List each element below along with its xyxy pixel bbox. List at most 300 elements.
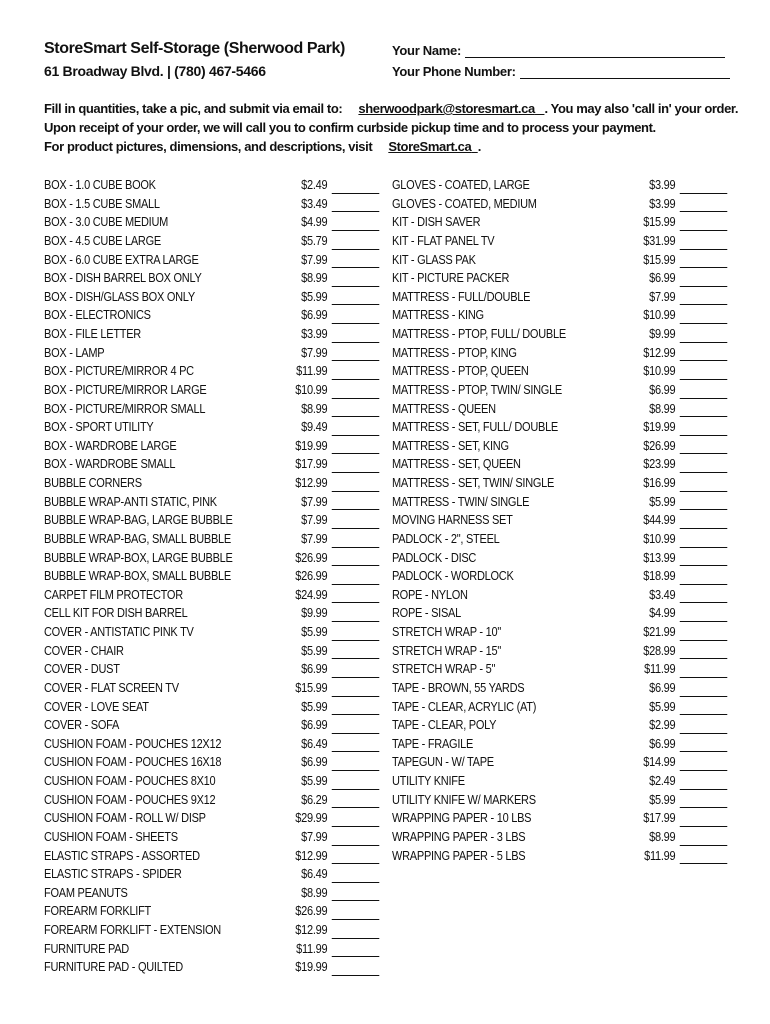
product-name: KIT - PICTURE PACKER (392, 271, 510, 286)
product-price: $16.99 (643, 476, 676, 490)
quantity-blank[interactable] (332, 472, 380, 473)
product-name: MATTRESS - PTOP, TWIN/ SINGLE (392, 382, 563, 397)
product-name: WRAPPING PAPER - 3 LBS (392, 829, 526, 844)
quantity-blank[interactable] (332, 863, 380, 864)
product-name: CUSHION FOAM - ROLL W/ DISP (44, 811, 206, 826)
product-name: BOX - 4.5 CUBE LARGE (44, 233, 161, 248)
quantity-blank[interactable] (332, 230, 380, 231)
product-row (392, 530, 726, 549)
product-price: $2.49 (649, 774, 676, 788)
company-title: StoreSmart Self-Storage (Sherwood Park) (44, 40, 345, 57)
product-name: BOX - WARDROBE SMALL (44, 457, 176, 472)
quantity-blank[interactable] (680, 863, 728, 864)
quantity-blank[interactable] (332, 845, 380, 846)
quantity-blank[interactable] (332, 435, 380, 436)
product-price: $6.99 (649, 680, 676, 695)
product-price: $26.99 (295, 904, 328, 919)
product-name: BUBBLE WRAP-BAG, SMALL BUBBLE (44, 531, 231, 546)
product-row (44, 753, 378, 772)
product-row (392, 195, 726, 214)
product-name: MATTRESS - PTOP, KING (392, 345, 517, 360)
product-row (392, 567, 726, 586)
quantity-blank[interactable] (680, 509, 728, 510)
product-name: MATTRESS - KING (392, 308, 484, 323)
product-price: $11.99 (296, 364, 328, 379)
product-price: $18.99 (643, 569, 676, 584)
product-name: PADLOCK - DISC (392, 550, 477, 565)
left-product-list (44, 176, 424, 977)
product-price: $11.99 (296, 941, 328, 956)
product-row (44, 176, 378, 195)
product-price: $3.99 (649, 196, 676, 211)
quantity-blank[interactable] (332, 621, 380, 622)
product-name: CARPET FILM PROTECTOR (44, 587, 183, 602)
product-price: $8.99 (301, 271, 328, 286)
product-row (44, 232, 378, 251)
product-name: FURNITURE PAD (44, 941, 129, 956)
product-name: BOX - ELECTRONICS (44, 308, 151, 323)
product-name: BOX - DISH/GLASS BOX ONLY (44, 289, 195, 304)
product-price: $6.99 (649, 271, 676, 286)
product-name: ROPE - SISAL (392, 606, 461, 621)
product-price: $2.99 (649, 718, 676, 733)
quantity-blank[interactable] (332, 807, 380, 808)
product-price: $7.99 (301, 252, 328, 267)
product-name: FOREARM FORKLIFT (44, 904, 152, 919)
quantity-blank[interactable] (332, 267, 380, 268)
quantity-blank[interactable] (332, 882, 380, 883)
product-name: COVER - SOFA (44, 718, 120, 733)
company-address: 61 Broadway Blvd. | (780) 467-5466 (44, 63, 266, 79)
product-price: $5.99 (649, 494, 676, 509)
product-row (392, 176, 726, 195)
product-price: $5.99 (301, 289, 328, 304)
product-name: BOX - LAMP (44, 345, 105, 360)
product-name: PADLOCK - 2", STEEL (392, 531, 500, 546)
product-price: $7.99 (301, 531, 328, 546)
product-row (44, 511, 378, 530)
quantity-blank[interactable] (332, 304, 380, 305)
quantity-blank[interactable] (680, 342, 728, 343)
product-name: BOX - PICTURE/MIRROR SMALL (44, 401, 206, 416)
product-price: $12.99 (295, 923, 328, 937)
product-row (44, 865, 378, 884)
quantity-blank[interactable] (680, 472, 728, 473)
product-row (44, 474, 378, 493)
quantity-blank[interactable] (332, 193, 380, 194)
product-row (44, 940, 378, 959)
product-price: $6.99 (301, 755, 328, 770)
product-row (44, 809, 378, 828)
quantity-blank[interactable] (332, 286, 380, 287)
product-name: ROPE - NYLON (392, 587, 468, 602)
product-row (44, 847, 378, 866)
quantity-blank[interactable] (332, 751, 380, 752)
product-price: $26.99 (295, 569, 328, 584)
product-name: KIT - GLASS PAK (392, 252, 476, 267)
product-row (44, 288, 378, 307)
quantity-blank[interactable] (332, 658, 380, 659)
product-row (44, 884, 378, 903)
product-name: MATTRESS - QUEEN (392, 401, 496, 416)
product-price: $19.99 (295, 960, 328, 975)
product-price: $7.99 (301, 513, 328, 528)
product-row (44, 455, 378, 474)
product-row (44, 791, 378, 810)
product-row (392, 586, 726, 605)
product-row (392, 269, 726, 288)
phone-blank[interactable] (520, 66, 730, 79)
product-row (44, 735, 378, 754)
quantity-blank[interactable] (332, 938, 380, 939)
quantity-blank[interactable] (332, 770, 380, 771)
product-price: $11.99 (644, 848, 676, 863)
product-name: TAPE - CLEAR, ACRYLIC (AT) (392, 699, 537, 714)
product-row (44, 549, 378, 568)
quantity-blank[interactable] (332, 323, 380, 324)
product-name: TAPE - BROWN, 55 YARDS (392, 680, 525, 695)
quantity-blank[interactable] (680, 398, 728, 399)
quantity-blank[interactable] (332, 584, 380, 585)
product-name: FOAM PEANUTS (44, 885, 128, 900)
product-name: STRETCH WRAP - 15" (392, 643, 501, 658)
quantity-blank[interactable] (332, 789, 380, 790)
product-price: $6.99 (649, 736, 676, 751)
quantity-blank[interactable] (680, 286, 728, 287)
product-price: $6.99 (649, 382, 676, 397)
product-price: $3.49 (301, 196, 328, 211)
product-name: COVER - DUST (44, 662, 120, 677)
product-name: MATTRESS - SET, FULL/ DOUBLE (392, 420, 559, 435)
quantity-blank[interactable] (680, 435, 728, 436)
quantity-blank[interactable] (332, 565, 380, 566)
product-row (44, 902, 378, 921)
product-name: MATTRESS - FULL/DOUBLE (392, 289, 531, 304)
quantity-blank[interactable] (680, 640, 728, 641)
product-row (44, 418, 378, 437)
product-price: $26.99 (643, 438, 676, 453)
product-row (44, 400, 378, 419)
product-price: $9.99 (301, 606, 328, 621)
product-price: $10.99 (643, 531, 676, 546)
product-row (44, 623, 378, 642)
product-row (392, 474, 726, 493)
quantity-blank[interactable] (332, 453, 380, 454)
product-price: $11.99 (644, 662, 676, 677)
phone-field[interactable] (392, 64, 730, 79)
product-price: $10.99 (295, 382, 328, 397)
quantity-blank[interactable] (680, 807, 728, 808)
product-price: $5.99 (301, 699, 328, 714)
quantity-blank[interactable] (332, 677, 380, 678)
quantity-blank[interactable] (680, 323, 728, 324)
product-row (44, 586, 378, 605)
quantity-blank[interactable] (332, 733, 380, 734)
product-row (44, 530, 378, 549)
product-name: BUBBLE WRAP-BAG, LARGE BUBBLE (44, 513, 233, 528)
quantity-blank[interactable] (332, 379, 380, 380)
name-label: Your Name: (392, 43, 461, 58)
product-price: $31.99 (643, 233, 676, 248)
product-name: BUBBLE WRAP-BOX, LARGE BUBBLE (44, 550, 233, 565)
product-price: $6.29 (301, 792, 328, 807)
quantity-blank[interactable] (680, 696, 728, 697)
product-row (392, 604, 726, 623)
quantity-blank[interactable] (332, 714, 380, 715)
instruction-suffix: . You may also 'call in' your order. (544, 101, 739, 116)
product-name: BOX - PICTURE/MIRROR LARGE (44, 382, 207, 397)
product-row (44, 567, 378, 586)
product-row (44, 251, 378, 270)
product-name: BUBBLE WRAP-ANTI STATIC, PINK (44, 494, 217, 509)
quantity-blank[interactable] (680, 491, 728, 492)
product-row (392, 772, 726, 791)
quantity-blank[interactable] (332, 547, 380, 548)
website-link[interactable]: StoreSmart.ca (388, 139, 472, 154)
product-row (392, 623, 726, 642)
product-row (392, 809, 726, 828)
quantity-blank[interactable] (332, 211, 380, 212)
product-name: CUSHION FOAM - POUCHES 16X18 (44, 755, 222, 770)
product-price: $4.99 (301, 215, 328, 230)
product-name: BOX - 6.0 CUBE EXTRA LARGE (44, 252, 199, 267)
quantity-blank[interactable] (332, 975, 380, 976)
product-name: CUSHION FOAM - POUCHES 12X12 (44, 736, 222, 751)
product-price: $23.99 (643, 457, 676, 472)
quantity-blank[interactable] (332, 602, 380, 603)
product-row (44, 325, 378, 344)
quantity-blank[interactable] (680, 379, 728, 380)
product-row (392, 698, 726, 717)
product-price: $5.99 (649, 699, 676, 714)
product-price: $10.99 (643, 308, 676, 323)
product-row (392, 642, 726, 661)
product-price: $10.99 (643, 364, 676, 379)
quantity-blank[interactable] (680, 304, 728, 305)
quantity-blank[interactable] (680, 230, 728, 231)
product-row (44, 493, 378, 512)
product-name: BUBBLE CORNERS (44, 476, 142, 490)
quantity-blank[interactable] (680, 677, 728, 678)
quantity-blank[interactable] (332, 249, 380, 250)
right-product-list (392, 176, 770, 865)
product-name: ELASTIC STRAPS - ASSORTED (44, 848, 200, 863)
product-row (44, 958, 378, 977)
product-price: $8.99 (649, 401, 676, 416)
quantity-blank[interactable] (680, 751, 728, 752)
product-row (392, 232, 726, 251)
product-price: $19.99 (295, 438, 328, 453)
product-name: UTILITY KNIFE W/ MARKERS (392, 792, 536, 807)
product-price: $12.99 (295, 476, 328, 490)
product-price: $5.79 (301, 233, 328, 248)
product-price: $6.99 (301, 718, 328, 733)
product-name: MATTRESS - PTOP, FULL/ DOUBLE (392, 327, 566, 341)
quantity-blank[interactable] (332, 528, 380, 529)
product-price: $3.49 (649, 587, 676, 602)
quantity-blank[interactable] (332, 360, 380, 361)
quantity-blank[interactable] (680, 453, 728, 454)
quantity-blank[interactable] (332, 509, 380, 510)
quantity-blank[interactable] (680, 621, 728, 622)
product-name: BOX - DISH BARREL BOX ONLY (44, 271, 202, 286)
product-row (44, 642, 378, 661)
product-price: $6.99 (301, 662, 328, 677)
product-price: $15.99 (295, 680, 328, 695)
product-name: MATTRESS - SET, KING (392, 438, 509, 453)
quantity-blank[interactable] (680, 547, 728, 548)
product-price: $5.99 (301, 643, 328, 658)
product-price: $19.99 (643, 420, 676, 435)
quantity-blank[interactable] (332, 491, 380, 492)
quantity-blank[interactable] (332, 640, 380, 641)
product-name: COVER - CHAIR (44, 643, 124, 658)
product-name: MOVING HARNESS SET (392, 513, 513, 528)
product-price: $5.99 (301, 625, 328, 639)
product-price: $4.99 (649, 606, 676, 621)
instruction-line-3 (44, 139, 481, 154)
instruction-text: Fill in quantities, take a pic, and submit via email to: (44, 101, 343, 116)
quantity-blank[interactable] (680, 211, 728, 212)
product-price: $13.99 (643, 550, 676, 565)
quantity-blank[interactable] (680, 826, 728, 827)
quantity-blank[interactable] (680, 416, 728, 417)
product-name: STRETCH WRAP - 5" (392, 662, 496, 677)
product-row (44, 306, 378, 325)
name-field[interactable] (392, 43, 725, 58)
product-name: MATTRESS - TWIN/ SINGLE (392, 494, 530, 509)
email-link[interactable]: sherwoodpark@storesmart.ca (358, 101, 535, 116)
product-name: TAPE - CLEAR, POLY (392, 718, 497, 733)
product-name: MATTRESS - PTOP, QUEEN (392, 364, 529, 379)
product-name: COVER - LOVE SEAT (44, 699, 149, 714)
product-row (44, 195, 378, 214)
product-price: $7.99 (301, 345, 328, 360)
quantity-blank[interactable] (680, 360, 728, 361)
product-row (44, 381, 378, 400)
product-row (44, 698, 378, 717)
product-name: FOREARM FORKLIFT - EXTENSION (44, 923, 221, 937)
instruction-text: For product pictures, dimensions, and descriptions, visit (44, 139, 373, 154)
product-name: WRAPPING PAPER - 5 LBS (392, 848, 526, 863)
quantity-blank[interactable] (680, 249, 728, 250)
product-price: $12.99 (643, 345, 676, 360)
quantity-blank[interactable] (680, 193, 728, 194)
product-price: $7.99 (649, 289, 676, 304)
product-row (44, 679, 378, 698)
product-row (44, 772, 378, 791)
product-row (392, 288, 726, 307)
product-price: $17.99 (295, 457, 328, 472)
quantity-blank[interactable] (332, 342, 380, 343)
product-price: $8.99 (301, 885, 328, 900)
product-price: $6.99 (301, 308, 328, 323)
product-price: $3.99 (301, 327, 328, 341)
product-price: $15.99 (643, 215, 676, 230)
product-row (392, 660, 726, 679)
product-name: TAPE - FRAGILE (392, 736, 474, 751)
product-name: ELASTIC STRAPS - SPIDER (44, 867, 182, 882)
quantity-blank[interactable] (680, 789, 728, 790)
quantity-blank[interactable] (680, 714, 728, 715)
product-price: $44.99 (643, 513, 676, 528)
quantity-blank[interactable] (332, 919, 380, 920)
product-price: $26.99 (295, 550, 328, 565)
quantity-blank[interactable] (680, 565, 728, 566)
product-price: $29.99 (295, 811, 328, 826)
product-row (392, 828, 726, 847)
product-name: BOX - 3.0 CUBE MEDIUM (44, 215, 169, 230)
product-price: $24.99 (295, 587, 328, 602)
product-row (44, 716, 378, 735)
product-name: BUBBLE WRAP-BOX, SMALL BUBBLE (44, 569, 231, 584)
product-row (44, 660, 378, 679)
instruction-suffix: . (477, 139, 481, 154)
product-price: $6.49 (301, 736, 328, 751)
product-name: BOX - 1.0 CUBE BOOK (44, 178, 156, 192)
product-row (44, 213, 378, 232)
product-price: $6.49 (301, 867, 328, 882)
product-price: $3.99 (649, 178, 676, 192)
quantity-blank[interactable] (680, 658, 728, 659)
product-price: $15.99 (643, 252, 676, 267)
product-name: PADLOCK - WORDLOCK (392, 569, 514, 584)
product-price: $9.49 (301, 420, 328, 435)
product-price: $8.99 (301, 401, 328, 416)
quantity-blank[interactable] (680, 845, 728, 846)
quantity-blank[interactable] (680, 733, 728, 734)
quantity-blank[interactable] (332, 956, 380, 957)
instruction-line-2: Upon receipt of your order, we will call you to confirm curbside pickup time and to process your payment. (44, 120, 656, 135)
product-price: $28.99 (643, 643, 676, 658)
product-price: $17.99 (643, 811, 676, 826)
product-row (44, 437, 378, 456)
quantity-blank[interactable] (332, 416, 380, 417)
quantity-blank[interactable] (332, 398, 380, 399)
product-row (44, 269, 378, 288)
product-row (392, 344, 726, 363)
product-price: $21.99 (643, 625, 676, 639)
quantity-blank[interactable] (332, 900, 380, 901)
quantity-blank[interactable] (680, 770, 728, 771)
product-row (392, 251, 726, 270)
product-row (44, 921, 378, 940)
product-price: $7.99 (301, 494, 328, 509)
product-row (392, 400, 726, 419)
product-row (392, 753, 726, 772)
product-name: BOX - SPORT UTILITY (44, 420, 154, 435)
name-blank[interactable] (465, 45, 725, 58)
product-name: CELL KIT FOR DISH BARREL (44, 606, 188, 621)
product-row (392, 716, 726, 735)
product-row (44, 604, 378, 623)
quantity-blank[interactable] (332, 826, 380, 827)
product-row (392, 455, 726, 474)
quantity-blank[interactable] (680, 528, 728, 529)
product-name: COVER - FLAT SCREEN TV (44, 680, 179, 695)
product-name: BOX - FILE LETTER (44, 327, 141, 341)
product-name: STRETCH WRAP - 10" (392, 625, 501, 639)
quantity-blank[interactable] (680, 267, 728, 268)
product-name: CUSHION FOAM - POUCHES 8X10 (44, 774, 216, 788)
quantity-blank[interactable] (332, 696, 380, 697)
product-row (392, 325, 726, 344)
product-row (44, 362, 378, 381)
product-price: $8.99 (649, 829, 676, 844)
quantity-blank[interactable] (680, 602, 728, 603)
product-row (44, 828, 378, 847)
quantity-blank[interactable] (680, 584, 728, 585)
